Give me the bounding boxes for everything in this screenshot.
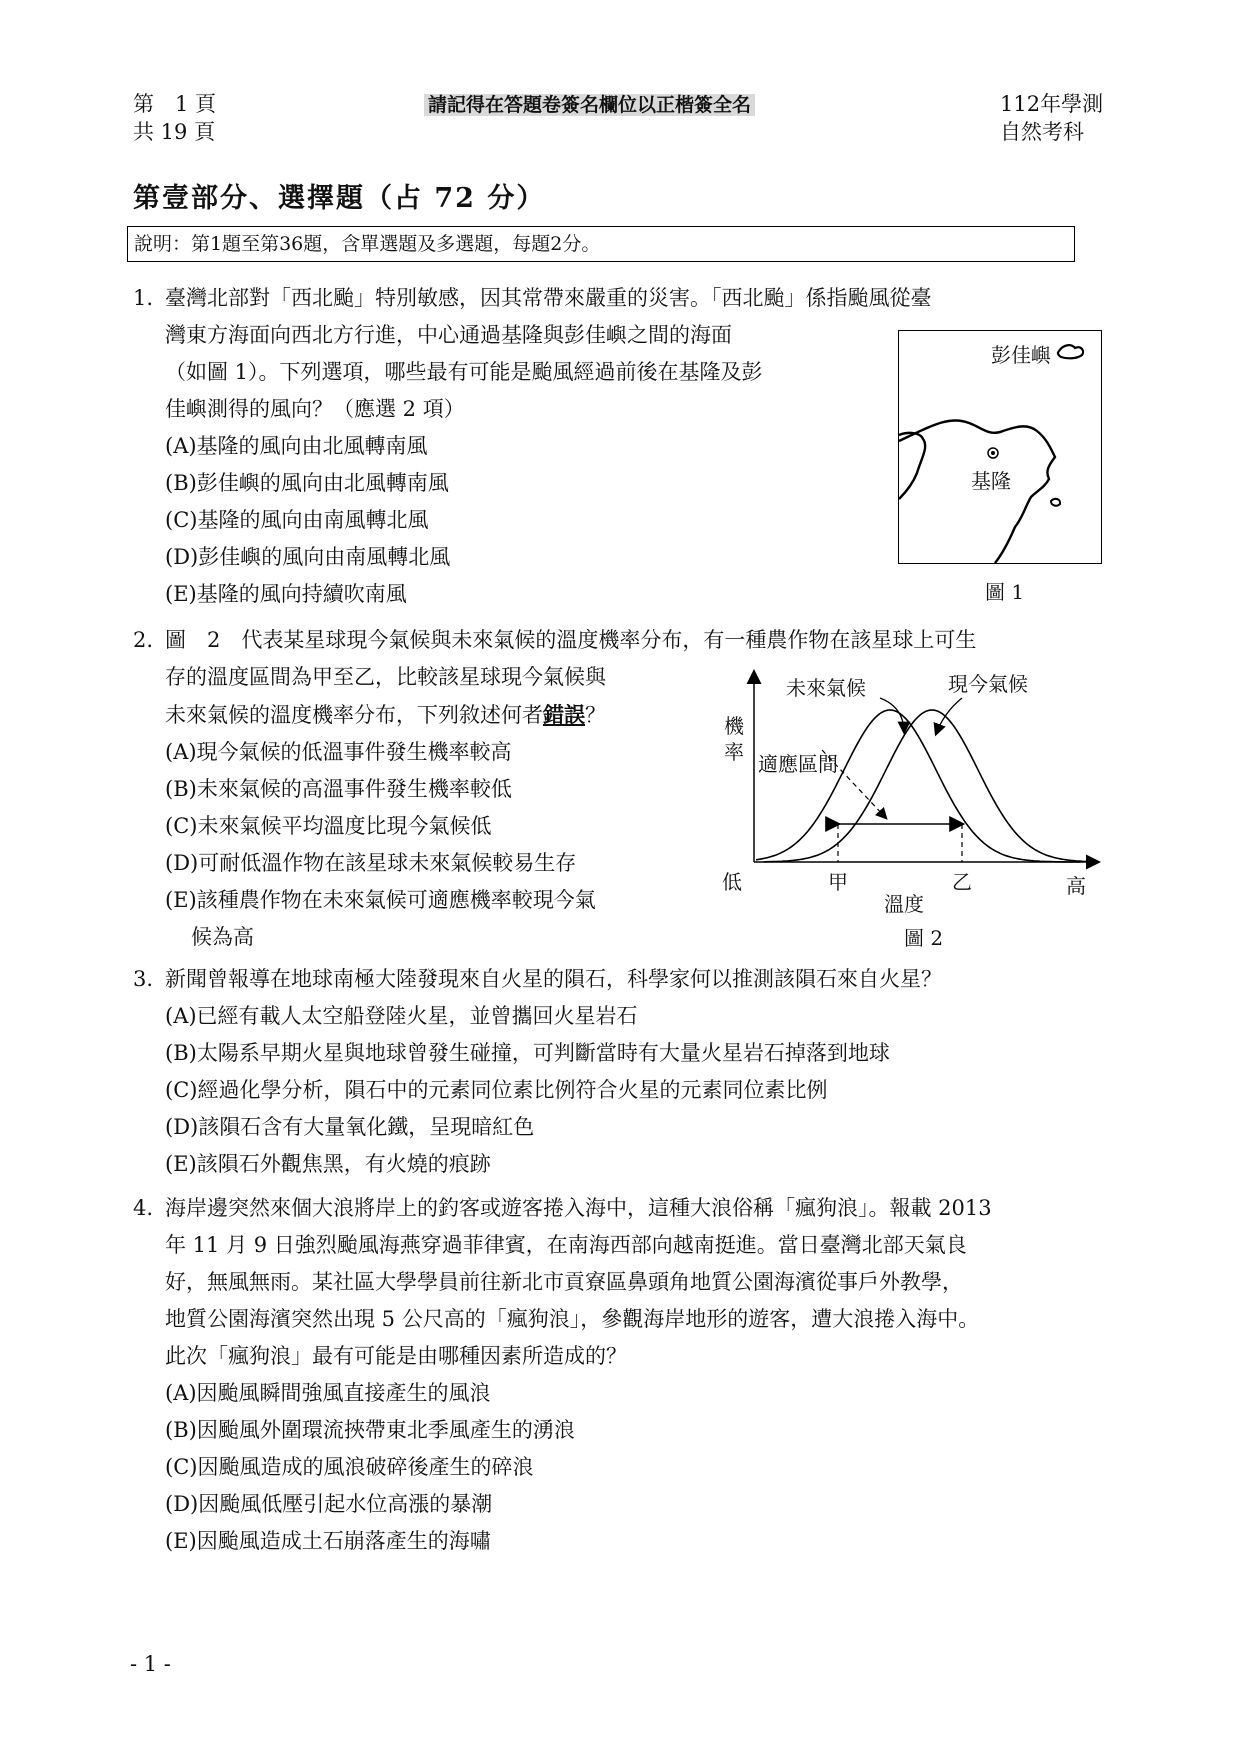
question-2-number: 2. [133, 628, 154, 652]
x-axis-high: 高 [1066, 874, 1086, 898]
question-4-line: 地質公園海濱突然出現 5 公尺高的「瘋狗浪」，參觀海岸地形的遊客，遭大浪捲入海中。 [165, 1307, 980, 1331]
question-3-option-b: (B)太陽系早期火星與地球曾發生碰撞，可判斷當時有大量火星岩石掉落到地球 [165, 1041, 890, 1065]
question-4-line: 此次「瘋狗浪」最有可能是由哪種因素所造成的？ [165, 1344, 627, 1368]
question-2-option-c: (C)未來氣候平均溫度比現今氣候低 [165, 814, 492, 838]
section-title: 第壹部分、選擇題（占 72 分） [133, 183, 546, 214]
question-4-option-b: (B)因颱風外圍環流挾帶東北季風產生的湧浪 [165, 1418, 575, 1442]
label-keelung: 基隆 [971, 469, 1011, 493]
question-3-line: 新聞曾報導在地球南極大陸發現來自火星的隕石，科學家何以推測該隕石來自火星？ [165, 967, 942, 991]
question-2-option-a: (A)現今氣候的低溫事件發生機率較高 [165, 740, 512, 764]
label-pengjia: 彭佳嶼 [991, 343, 1051, 367]
exam-name: 112年學測 [1000, 92, 1104, 116]
figure-2-chart [700, 660, 1110, 920]
label-present-climate: 現今氣候 [948, 672, 1028, 696]
temperature-probability-chart [700, 660, 1110, 920]
question-2-line: 圖 2 代表某星球現今氣候與未來氣候的溫度機率分布，有一種農作物在該星球上可生 [165, 628, 977, 652]
small-islet [1051, 499, 1060, 506]
question-3-option-a: (A)已經有載人太空船登陸火星，並曾攜回火星岩石 [165, 1004, 638, 1028]
question-4-option-e: (E)因颱風造成土石崩落產生的海嘯 [165, 1529, 491, 1553]
x-axis-low: 低 [722, 870, 742, 894]
page-footer-number: - 1 - [130, 1652, 171, 1676]
question-4 [133, 1190, 1103, 1560]
subject-name: 自然考科 [1000, 120, 1084, 144]
label-future-climate: 未來氣候 [786, 676, 866, 700]
question-3-option-d: (D)該隕石含有大量氧化鐵，呈現暗紅色 [165, 1115, 535, 1139]
x-axis-yi: 乙 [952, 870, 972, 894]
question-2-emphasis: 錯誤 [543, 702, 585, 727]
question-3-number: 3. [133, 967, 154, 991]
question-1-line: 臺灣北部對「西北颱」特別敏感，因其常帶來嚴重的災害。「西北颱」係指颱風從臺 [165, 286, 932, 310]
coastline-west [899, 433, 925, 499]
question-2-tail: ？ [585, 703, 606, 727]
figure-1-map [898, 330, 1102, 564]
question-2-option-d: (D)可耐低溫作物在該星球未來氣候較易生存 [165, 851, 577, 875]
question-3-option-c: (C)經過化學分析，隕石中的元素同位素比例符合火星的元素同位素比例 [165, 1078, 828, 1102]
signature-notice-text: 請記得在答題卷簽名欄位以正楷簽全名 [424, 94, 755, 116]
question-2-stem-end: 未來氣候的溫度機率分布，下列敘述何者 [165, 703, 543, 727]
question-4-option-d: (D)因颱風低壓引起水位高漲的暴潮 [165, 1492, 493, 1516]
question-1-option-c: (C)基隆的風向由南風轉北風 [165, 508, 429, 532]
question-3-option-e: (E)該隕石外觀焦黑，有火燒的痕跡 [165, 1152, 491, 1176]
future-label-pointer [880, 698, 904, 732]
instruction-text: 說明：第1題至第36題，含單選題及多選題，每題2分。 [134, 233, 601, 255]
question-2-option-b: (B)未來氣候的高溫事件發生機率較低 [165, 777, 512, 801]
question-4-option-c: (C)因颱風造成的風浪破碎後產生的碎浪 [165, 1455, 534, 1479]
question-1-line: 灣東方海面向西北方行進，中心通過基隆與彭佳嶼之間的海面 [165, 323, 732, 347]
future-climate-curve [756, 710, 1080, 862]
question-3 [133, 961, 1103, 1183]
instruction-box [127, 226, 1075, 262]
question-1-line: 佳嶼測得的風向？（應選 2 項） [165, 397, 465, 421]
question-4-number: 4. [133, 1196, 154, 1220]
label-adaptation-range: 適應區間 [758, 752, 838, 776]
question-2-option-e: (E)該種農作物在未來氣候可適應機率較現今氣 [165, 888, 596, 912]
question-2-option-e-cont: 候為高 [191, 925, 254, 949]
question-2-line: 存的溫度區間為甲至乙，比較該星球現今氣候與 [165, 665, 606, 689]
question-4-line: 海岸邊突然來個大浪將岸上的釣客或遊客捲入海中，這種大浪俗稱「瘋狗浪」。報載 2013 [165, 1196, 992, 1220]
question-4-line: 好，無風無雨。某社區大學學員前往新北市貢寮區鼻頭角地質公園海濱從事戶外教學， [165, 1270, 963, 1294]
question-1-option-e: (E)基隆的風向持續吹南風 [165, 582, 407, 606]
question-4-option-a: (A)因颱風瞬間強風直接產生的風浪 [165, 1381, 491, 1405]
x-axis-jia: 甲 [828, 870, 848, 894]
question-1-option-b: (B)彭佳嶼的風向由北風轉南風 [165, 471, 449, 495]
question-1-line: （如圖 1）。下列選項，哪些最有可能是颱風經過前後在基隆及彭 [165, 360, 763, 384]
signature-notice [424, 90, 755, 117]
x-axis-label: 溫度 [884, 892, 924, 916]
present-climate-curve [764, 710, 1092, 862]
question-1-option-a: (A)基隆的風向由北風轉南風 [165, 434, 428, 458]
question-1-number: 1. [133, 286, 154, 310]
figure-1-caption: 圖 1 [985, 580, 1025, 604]
y-axis-label-1: 機 [724, 714, 744, 738]
present-label-pointer [936, 698, 962, 734]
question-1-option-d: (D)彭佳嶼的風向由南風轉北風 [165, 545, 451, 569]
keelung-marker-dot [991, 451, 995, 455]
pengjia-islet [1058, 345, 1083, 358]
figure-2-caption: 圖 2 [904, 926, 944, 950]
page-number-label: 第 1 頁 [133, 92, 217, 116]
y-axis-label-2: 率 [724, 740, 744, 764]
total-pages-label: 共 19 頁 [133, 120, 216, 144]
question-4-line: 年 11 月 9 日強烈颱風海燕穿過菲律賓，在南海西部向越南挺進。當日臺灣北部天氣良 [165, 1233, 967, 1257]
